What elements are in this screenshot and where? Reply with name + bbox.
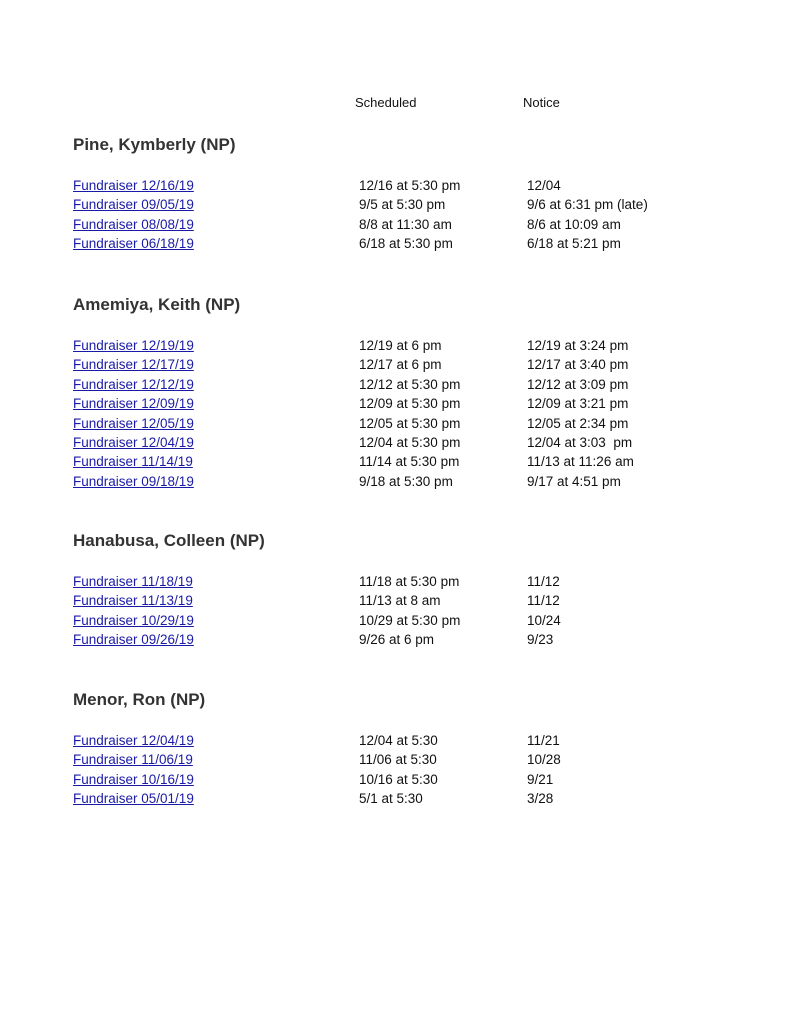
column-header-notice: Notice <box>523 95 560 110</box>
notice-time: 9/21 <box>527 771 554 787</box>
event-row <box>73 789 713 808</box>
event-row <box>73 611 713 630</box>
event-row <box>73 472 713 491</box>
fundraiser-link[interactable]: Fundraiser 11/14/19 <box>73 454 193 470</box>
notice-time: 12/19 at 3:24 pm <box>527 338 629 353</box>
candidate-section <box>73 690 713 809</box>
fundraiser-link[interactable]: Fundraiser 11/18/19 <box>73 574 193 589</box>
candidate-section <box>73 531 713 650</box>
event-row <box>73 355 713 374</box>
notice-time: 12/12 at 3:09 pm <box>527 376 629 392</box>
event-row <box>73 215 713 234</box>
scheduled-time: 10/29 at 5:30 pm <box>359 612 461 628</box>
notice-time: 11/12 <box>527 593 560 609</box>
event-row <box>73 414 713 433</box>
fundraiser-link[interactable]: Fundraiser 08/08/19 <box>73 216 194 232</box>
event-row <box>73 630 713 649</box>
scheduled-time: 11/18 at 5:30 pm <box>359 574 460 589</box>
scheduled-time: 12/09 at 5:30 pm <box>359 396 461 412</box>
scheduled-time: 11/06 at 5:30 <box>359 752 437 768</box>
scheduled-time: 12/04 at 5:30 <box>359 733 438 748</box>
notice-time: 3/28 <box>527 791 554 807</box>
event-row <box>73 234 713 253</box>
fundraiser-link[interactable]: Fundraiser 12/04/19 <box>73 733 194 748</box>
candidate-name: Hanabusa, Colleen (NP) <box>73 531 265 550</box>
scheduled-time: 10/16 at 5:30 <box>359 771 438 787</box>
fundraiser-link[interactable]: Fundraiser 10/29/19 <box>73 612 194 628</box>
event-row <box>73 452 713 471</box>
fundraiser-link[interactable]: Fundraiser 12/16/19 <box>73 178 194 193</box>
column-header-scheduled: Scheduled <box>355 95 417 110</box>
fundraiser-link[interactable]: Fundraiser 09/05/19 <box>73 197 194 213</box>
notice-time: 6/18 at 5:21 pm <box>527 236 621 252</box>
scheduled-time: 11/14 at 5:30 pm <box>359 454 460 470</box>
notice-time: 10/24 <box>527 612 561 628</box>
fundraiser-link[interactable]: Fundraiser 12/09/19 <box>73 396 194 412</box>
scheduled-time: 12/19 at 6 pm <box>359 338 442 353</box>
scheduled-time: 9/18 at 5:30 pm <box>359 473 453 489</box>
scheduled-time: 12/12 at 5:30 pm <box>359 376 461 392</box>
event-row <box>73 433 713 452</box>
notice-time: 10/28 <box>527 752 561 768</box>
fundraiser-link[interactable]: Fundraiser 06/18/19 <box>73 236 194 252</box>
event-row <box>73 375 713 394</box>
notice-time: 11/12 <box>527 574 560 589</box>
notice-time: 9/6 at 6:31 pm (late) <box>527 197 648 213</box>
event-row <box>73 176 713 195</box>
scheduled-time: 9/26 at 6 pm <box>359 632 435 648</box>
fundraiser-link[interactable]: Fundraiser 12/19/19 <box>73 338 194 353</box>
notice-time: 12/17 at 3:40 pm <box>527 357 629 373</box>
fundraiser-link[interactable]: Fundraiser 11/13/19 <box>73 593 193 609</box>
notice-time: 11/13 at 11:26 am <box>527 454 634 470</box>
scheduled-time: 12/04 at 5:30 pm <box>359 434 461 450</box>
notice-time: 12/04 at 3:03 pm <box>527 434 633 450</box>
event-row <box>73 731 713 750</box>
scheduled-time: 8/8 at 11:30 am <box>359 216 452 232</box>
scheduled-time: 12/17 at 6 pm <box>359 357 442 373</box>
fundraiser-link[interactable]: Fundraiser 11/06/19 <box>73 752 193 768</box>
event-row <box>73 572 713 591</box>
fundraiser-link[interactable]: Fundraiser 10/16/19 <box>73 771 194 787</box>
event-row <box>73 750 713 769</box>
candidate-name: Pine, Kymberly (NP) <box>73 135 236 154</box>
scheduled-time: 6/18 at 5:30 pm <box>359 236 453 252</box>
fundraiser-link[interactable]: Fundraiser 12/04/19 <box>73 434 194 450</box>
notice-time: 12/04 <box>527 178 561 193</box>
notice-time: 12/09 at 3:21 pm <box>527 396 629 412</box>
candidate-section <box>73 135 713 254</box>
notice-time: 11/21 <box>527 733 560 748</box>
scheduled-time: 12/05 at 5:30 pm <box>359 415 461 431</box>
scheduled-time: 5/1 at 5:30 <box>359 791 423 807</box>
notice-time: 12/05 at 2:34 pm <box>527 415 629 431</box>
event-row <box>73 591 713 610</box>
event-row <box>73 394 713 413</box>
scheduled-time: 11/13 at 8 am <box>359 593 441 609</box>
fundraiser-link[interactable]: Fundraiser 05/01/19 <box>73 791 194 807</box>
notice-time: 8/6 at 10:09 am <box>527 216 621 232</box>
scheduled-time: 9/5 at 5:30 pm <box>359 197 446 213</box>
event-row <box>73 195 713 214</box>
event-row <box>73 770 713 789</box>
fundraiser-link[interactable]: Fundraiser 09/26/19 <box>73 632 194 648</box>
notice-time: 9/17 at 4:51 pm <box>527 473 621 489</box>
scheduled-time: 12/16 at 5:30 pm <box>359 178 461 193</box>
fundraiser-link[interactable]: Fundraiser 12/12/19 <box>73 376 194 392</box>
event-row <box>73 336 713 355</box>
fundraiser-link[interactable]: Fundraiser 12/17/19 <box>73 357 194 373</box>
notice-time: 9/23 <box>527 632 554 648</box>
fundraiser-link[interactable]: Fundraiser 09/18/19 <box>73 473 194 489</box>
candidate-section <box>73 295 713 491</box>
candidate-name: Amemiya, Keith (NP) <box>73 295 241 314</box>
candidate-name: Menor, Ron (NP) <box>73 690 206 709</box>
fundraiser-link[interactable]: Fundraiser 12/05/19 <box>73 415 194 431</box>
